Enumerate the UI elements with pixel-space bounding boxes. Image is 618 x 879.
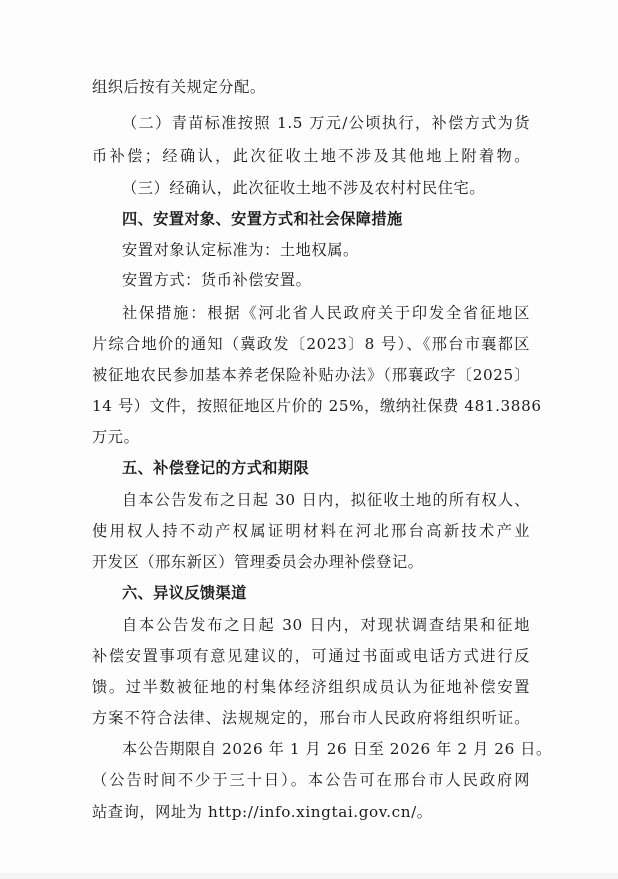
text-line-19: 补偿安置事项有意见建议的，可通过书面或电话方式进行反	[92, 647, 530, 665]
text-line-21: 方案不符合法律、法规规定的，邢台市人民政府将组织听证。	[92, 709, 530, 727]
text-line-16: 开发区（邢东新区）管理委员会办理补偿登记。	[92, 553, 424, 571]
text-line-23: （公告时间不少于三十日）。本公告可在邢台市人民政府网	[92, 771, 530, 789]
section-heading-4: 四、安置对象、安置方式和社会保障措施	[122, 210, 403, 228]
text-line-15: 使用权人持不动产权属证明材料在河北邢台高新技术产业	[92, 522, 530, 540]
text-line-1: 组织后按有关规定分配。	[92, 78, 266, 96]
text-line-11: 14 号）文件，按照征地区片价的 25%，缴纳社保费 481.3886	[92, 397, 542, 415]
text-line-12: 万元。	[92, 428, 140, 446]
section-heading-6: 六、异议反馈渠道	[122, 584, 247, 602]
text-line-24: 站查询，网址为 http://info.xingtai.gov.cn/。	[92, 803, 433, 821]
page-bottom-edge	[0, 873, 618, 879]
text-line-3: 币补偿；经确认，此次征收土地不涉及其他地上附着物。	[92, 147, 530, 165]
text-line-18: 自本公告发布之日起 30 日内，对现状调查结果和征地	[122, 616, 530, 634]
text-line-8: 社保措施：根据《河北省人民政府关于印发全省征地区	[122, 304, 530, 322]
text-line-14: 自本公告发布之日起 30 日内，拟征收土地的所有权人、	[122, 491, 530, 509]
section-heading-5: 五、补偿登记的方式和期限	[122, 459, 310, 477]
text-line-4: （三）经确认，此次征收土地不涉及农村村民住宅。	[122, 179, 486, 197]
text-line-9: 片综合地价的通知（冀政发〔2023〕8 号）、《邢台市襄都区	[92, 335, 530, 353]
text-line-22: 本公告期限自 2026 年 1 月 26 日至 2026 年 2 月 26 日。	[122, 740, 552, 758]
text-line-2: （二）青苗标准按照 1.5 万元/公顷执行，补偿方式为货	[122, 114, 530, 132]
text-line-20: 馈。过半数被征地的村集体经济组织成员认为征地补偿安置	[92, 678, 530, 696]
text-line-10: 被征地农民参加基本养老保险补贴办法》（邢襄政字〔2025〕	[92, 366, 530, 384]
text-line-6: 安置对象认定标准为：土地权属。	[122, 241, 359, 259]
text-line-7: 安置方式：货币补偿安置。	[122, 271, 312, 289]
